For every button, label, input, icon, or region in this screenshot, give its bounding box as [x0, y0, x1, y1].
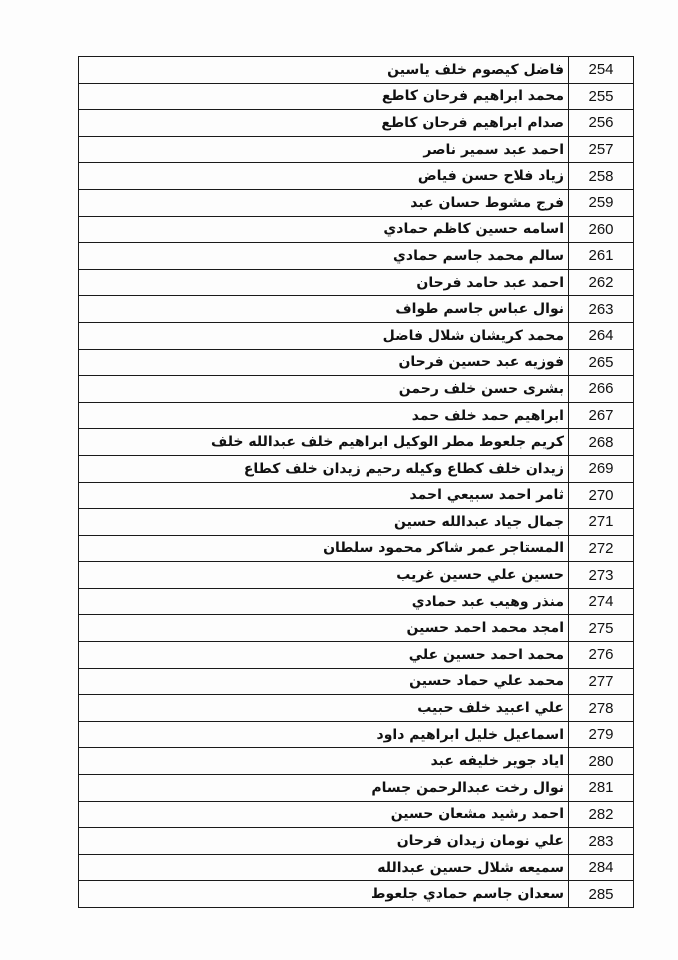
row-number: 284 — [569, 854, 634, 881]
table-row — [79, 721, 634, 748]
row-name: سعدان جاسم حمادي جلعوط — [79, 881, 569, 908]
table-row — [79, 163, 634, 190]
row-number: 282 — [569, 801, 634, 828]
row-name: سالم محمد جاسم حمادي — [79, 243, 569, 270]
row-number: 266 — [569, 376, 634, 403]
row-number: 279 — [569, 721, 634, 748]
table-row — [79, 881, 634, 908]
row-number: 259 — [569, 189, 634, 216]
row-number: 277 — [569, 668, 634, 695]
table-row — [79, 110, 634, 137]
row-number: 255 — [569, 83, 634, 110]
table-row — [79, 429, 634, 456]
row-name: اياد جوير خليفه عبد — [79, 748, 569, 775]
row-number: 272 — [569, 535, 634, 562]
row-name: حسين علي حسين غريب — [79, 562, 569, 589]
table-row — [79, 322, 634, 349]
table-row — [79, 455, 634, 482]
names-table — [78, 56, 634, 908]
row-name: فرج مشوط حسان عبد — [79, 189, 569, 216]
table-row — [79, 402, 634, 429]
row-number: 283 — [569, 828, 634, 855]
row-name: اسماعيل خليل ابراهيم داود — [79, 721, 569, 748]
row-number: 261 — [569, 243, 634, 270]
table-row — [79, 57, 634, 84]
row-number: 270 — [569, 482, 634, 509]
table-row — [79, 136, 634, 163]
row-name: زيدان خلف كطاع وكيله رحيم زيدان خلف كطاع — [79, 455, 569, 482]
row-name: احمد عبد حامد فرحان — [79, 269, 569, 296]
table-row — [79, 562, 634, 589]
row-name: نوال عباس جاسم طواف — [79, 296, 569, 323]
table-row — [79, 296, 634, 323]
row-name: كريم جلعوط مطر الوكيل ابراهيم خلف عبدالله خلف — [79, 429, 569, 456]
row-number: 281 — [569, 775, 634, 802]
row-number: 254 — [569, 57, 634, 84]
table-row — [79, 216, 634, 243]
row-name: زياد فلاح حسن فياض — [79, 163, 569, 190]
table-row — [79, 828, 634, 855]
row-name: احمد عبد سمير ناصر — [79, 136, 569, 163]
row-number: 264 — [569, 322, 634, 349]
row-number: 263 — [569, 296, 634, 323]
row-name: احمد رشيد مشعان حسين — [79, 801, 569, 828]
row-name: اسامه حسين كاظم حمادي — [79, 216, 569, 243]
row-name: فاضل كيصوم خلف ياسين — [79, 57, 569, 84]
row-number: 256 — [569, 110, 634, 137]
row-name: محمد علي حماد حسين — [79, 668, 569, 695]
row-number: 267 — [569, 402, 634, 429]
row-name: محمد ابراهيم فرحان كاطع — [79, 83, 569, 110]
table-row — [79, 801, 634, 828]
row-number: 257 — [569, 136, 634, 163]
row-name: ثامر احمد سبيعي احمد — [79, 482, 569, 509]
table-body — [79, 57, 634, 908]
row-number: 262 — [569, 269, 634, 296]
table-row — [79, 482, 634, 509]
row-name: سميعه شلال حسين عبدالله — [79, 854, 569, 881]
table-row — [79, 668, 634, 695]
row-number: 268 — [569, 429, 634, 456]
row-name: بشرى حسن خلف رحمن — [79, 376, 569, 403]
table-row — [79, 854, 634, 881]
row-name: فوزيه عبد حسين فرحان — [79, 349, 569, 376]
row-name: نوال رخت عبدالرحمن جسام — [79, 775, 569, 802]
row-name: جمال جياد عبدالله حسين — [79, 509, 569, 536]
row-number: 265 — [569, 349, 634, 376]
row-name: المستاجر عمر شاكر محمود سلطان — [79, 535, 569, 562]
table-row — [79, 775, 634, 802]
table-row — [79, 269, 634, 296]
table-row — [79, 695, 634, 722]
row-number: 260 — [569, 216, 634, 243]
table-row — [79, 642, 634, 669]
table-row — [79, 535, 634, 562]
row-number: 274 — [569, 588, 634, 615]
row-number: 285 — [569, 881, 634, 908]
row-number: 271 — [569, 509, 634, 536]
row-number: 275 — [569, 615, 634, 642]
row-number: 278 — [569, 695, 634, 722]
row-number: 258 — [569, 163, 634, 190]
table-row — [79, 615, 634, 642]
row-name: علي اعبيد خلف حبيب — [79, 695, 569, 722]
row-name: علي نومان زيدان فرحان — [79, 828, 569, 855]
row-name: منذر وهيب عبد حمادي — [79, 588, 569, 615]
row-name: محمد احمد حسين علي — [79, 642, 569, 669]
row-number: 269 — [569, 455, 634, 482]
row-name: محمد كريشان شلال فاضل — [79, 322, 569, 349]
table-row — [79, 349, 634, 376]
table-row — [79, 509, 634, 536]
row-number: 276 — [569, 642, 634, 669]
table-row — [79, 83, 634, 110]
row-number: 280 — [569, 748, 634, 775]
row-name: صدام ابراهيم فرحان كاطع — [79, 110, 569, 137]
table-row — [79, 376, 634, 403]
table-row — [79, 189, 634, 216]
table-row — [79, 243, 634, 270]
table-row — [79, 748, 634, 775]
row-number: 273 — [569, 562, 634, 589]
table-row — [79, 588, 634, 615]
row-name: امجد محمد احمد حسين — [79, 615, 569, 642]
row-name: ابراهيم حمد خلف حمد — [79, 402, 569, 429]
